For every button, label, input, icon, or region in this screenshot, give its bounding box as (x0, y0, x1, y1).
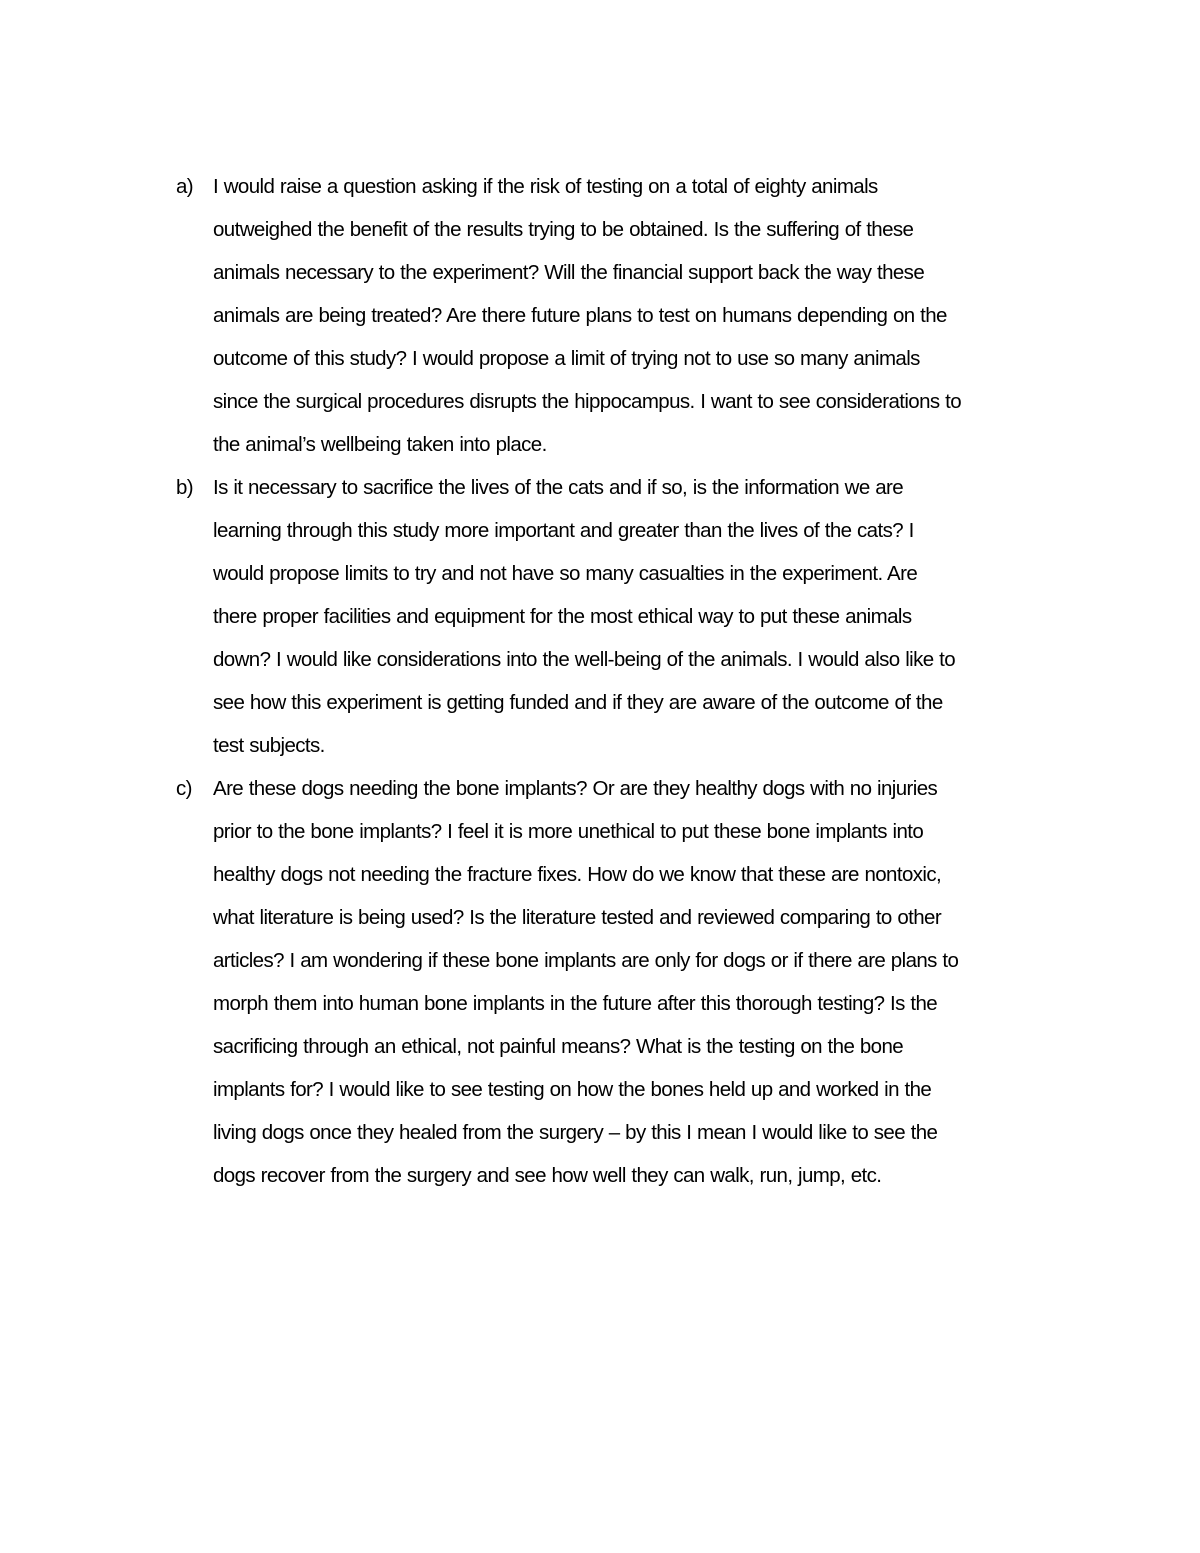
text-line: animals necessary to the experiment? Will the financial support back the way these (213, 261, 925, 284)
text-line: animals are being treated? Are there future plans to test on humans depending on the (213, 304, 947, 327)
text-line: down? I would like considerations into the well-being of the animals. I would also like to (213, 648, 956, 671)
text-line: I would raise a question asking if the risk of testing on a total of eighty animals (213, 175, 878, 198)
text-line: test subjects. (213, 734, 325, 757)
text-line: since the surgical procedures disrupts the hippocampus. I want to see considerations to (213, 390, 962, 413)
answer-item-a (176, 165, 1076, 466)
text-line: see how this experiment is getting funded and if they are aware of the outcome of the (213, 691, 943, 714)
text-line: morph them into human bone implants in the future after this thorough testing? Is the (213, 992, 938, 1015)
text-line: outcome of this study? I would propose a limit of trying not to use so many animals (213, 347, 920, 370)
answer-list (176, 165, 1076, 1197)
text-line: healthy dogs not needing the fracture fixes. How do we know that these are nontoxic, (213, 863, 942, 886)
text-line: sacrificing through an ethical, not painful means? What is the testing on the bone (213, 1035, 904, 1058)
text-line: living dogs once they healed from the surgery – by this I mean I would like to see the (213, 1121, 938, 1144)
text-line: dogs recover from the surgery and see how well they can walk, run, jump, etc. (213, 1164, 882, 1187)
text-line: prior to the bone implants? I feel it is more unethical to put these bone implants into (213, 820, 924, 843)
text-line: Are these dogs needing the bone implants? Or are they healthy dogs with no injuries (213, 777, 938, 800)
text-line: learning through this study more important and greater than the lives of the cats? I (213, 519, 914, 542)
list-marker: c) (176, 777, 192, 800)
text-line: there proper facilities and equipment for the most ethical way to put these animals (213, 605, 912, 628)
text-line: would propose limits to try and not have so many casualties in the experiment. Are (213, 562, 918, 585)
text-line: articles? I am wondering if these bone implants are only for dogs or if there are plans to (213, 949, 959, 972)
list-marker: b) (176, 476, 194, 499)
answer-item-b (176, 466, 1076, 767)
text-line: what literature is being used? Is the literature tested and reviewed comparing to other (213, 906, 942, 929)
text-line: implants for? I would like to see testing on how the bones held up and worked in the (213, 1078, 932, 1101)
text-line: Is it necessary to sacrifice the lives of the cats and if so, is the information we are (213, 476, 904, 499)
answer-item-c (176, 767, 1076, 1197)
text-line: the animal’s wellbeing taken into place. (213, 433, 547, 456)
list-marker: a) (176, 175, 194, 198)
text-line: outweighed the benefit of the results trying to be obtained. Is the suffering of these (213, 218, 914, 241)
